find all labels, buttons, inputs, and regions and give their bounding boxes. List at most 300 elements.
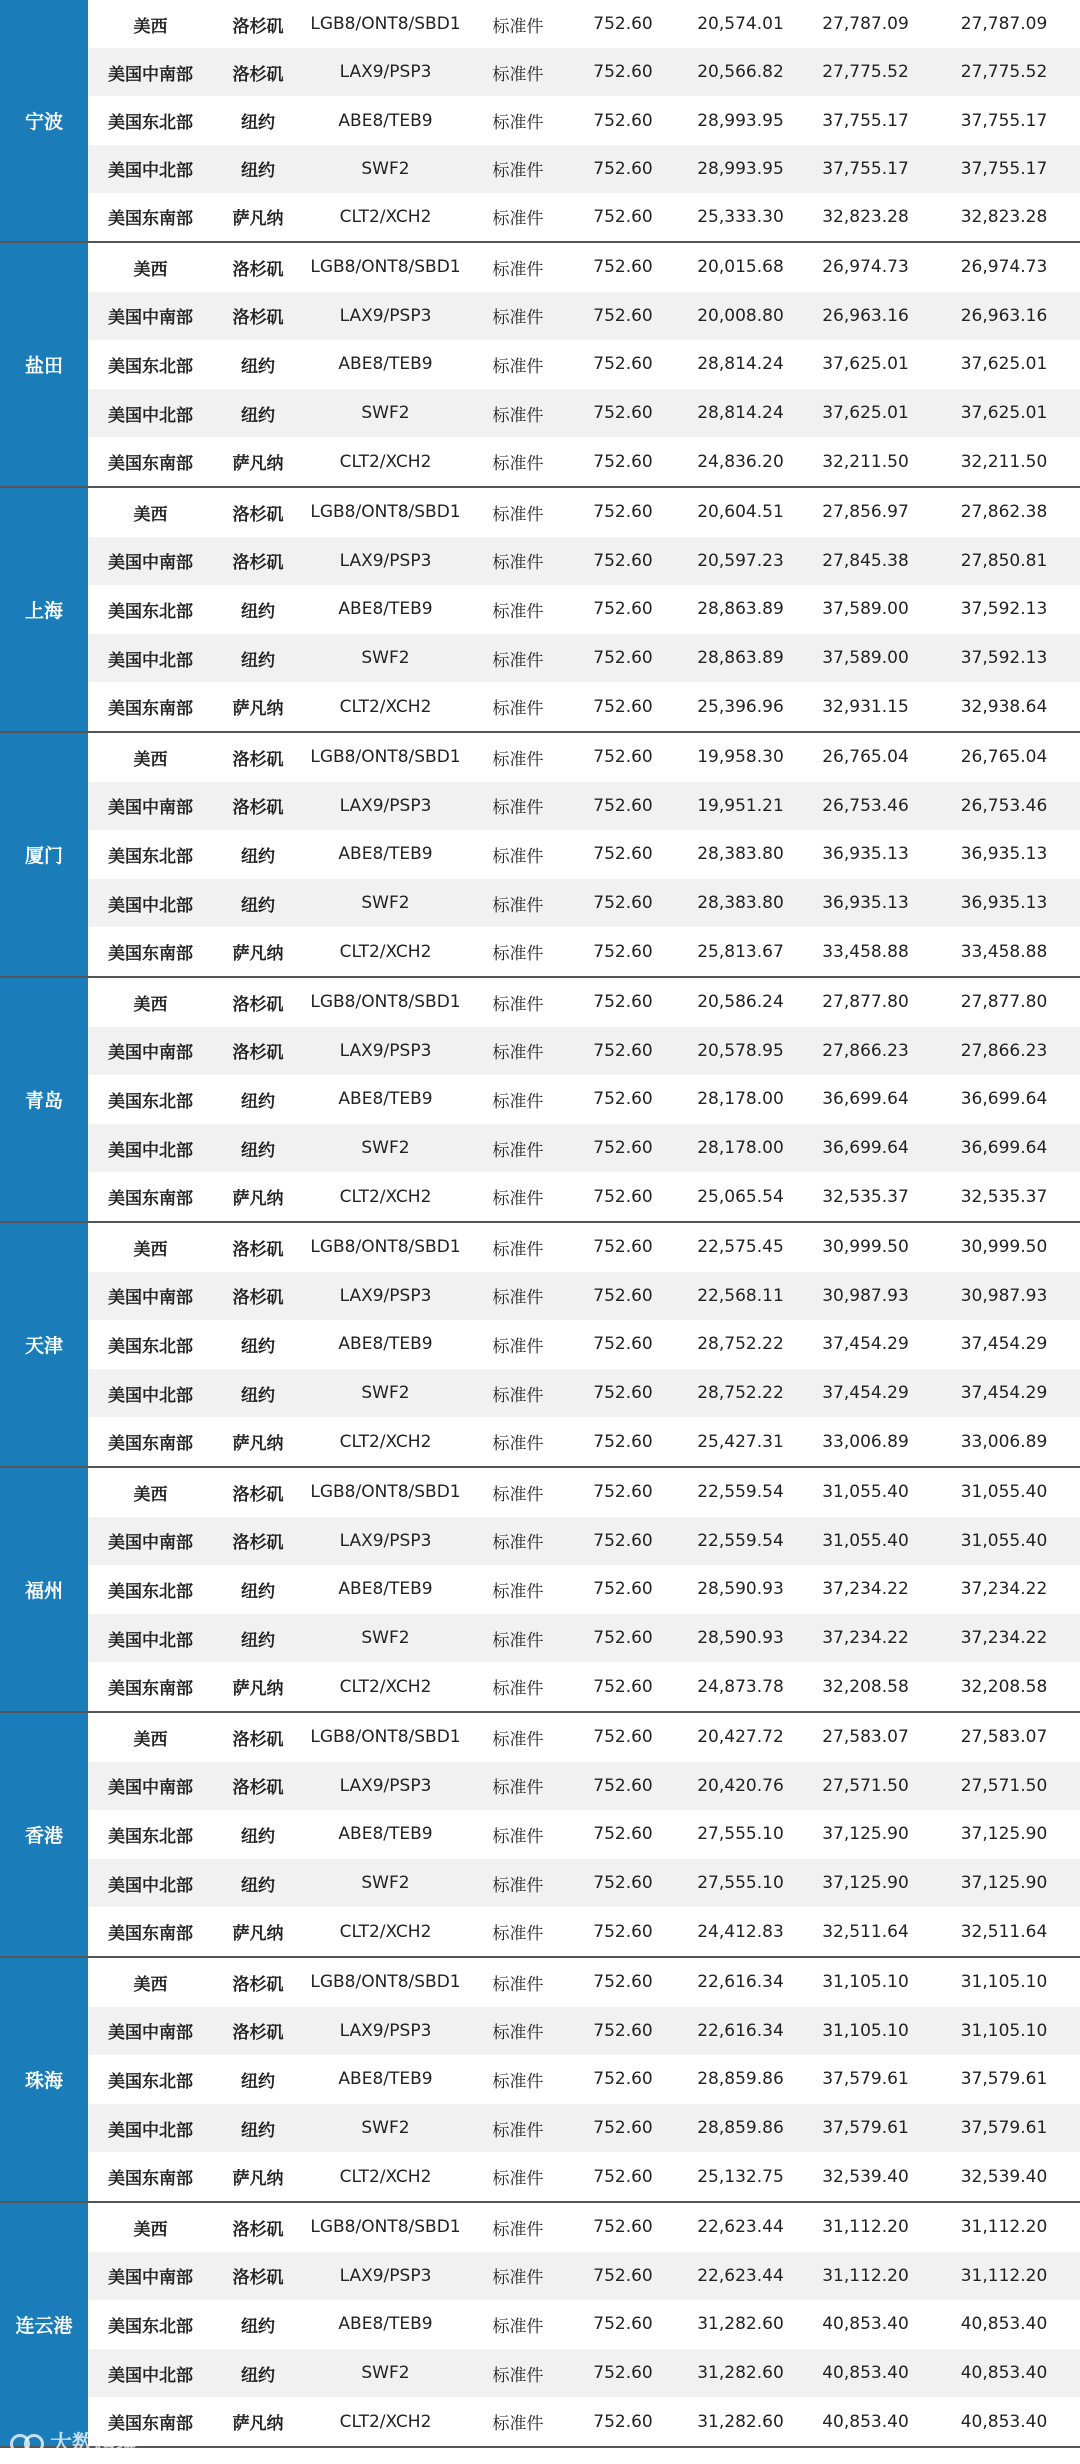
price-a-cell: 20,586.24 (697, 992, 784, 1013)
cargo-type-cell: 标准件 (492, 1140, 544, 1161)
price-a-cell: 22,568.11 (697, 1285, 784, 1306)
table-row (88, 243, 1080, 292)
price-a-cell: 20,008.80 (697, 305, 784, 326)
price-b-cell: 37,589.00 (822, 599, 909, 620)
cargo-type-cell: 标准件 (492, 749, 544, 770)
price-c-cell: 27,850.81 (960, 550, 1048, 571)
table-row (88, 1762, 1080, 1811)
cargo-type-cell: 标准件 (492, 1679, 544, 1700)
dest-city-cell: 洛杉矶 (232, 259, 284, 280)
warehouse-code-cell: CLT2/XCH2 (339, 1921, 432, 1942)
price-b-cell: 32,931.15 (822, 696, 909, 717)
fee-cell: 752.60 (593, 62, 653, 83)
cargo-type-cell: 标准件 (492, 308, 544, 329)
price-c-cell: 26,765.04 (960, 747, 1048, 768)
price-a-cell: 25,132.75 (697, 2166, 784, 2187)
price-c-cell: 27,583.07 (960, 1727, 1048, 1748)
price-b-cell: 37,234.22 (822, 1628, 909, 1649)
fee-cell: 752.60 (593, 1237, 653, 1258)
table-row (88, 2397, 1080, 2446)
warehouse-code-cell: LAX9/PSP3 (339, 550, 432, 571)
price-a-cell: 22,575.45 (697, 1237, 784, 1258)
port-rows (88, 1958, 1080, 2201)
table-row (88, 1417, 1080, 1466)
dest-city-cell: 纽约 (241, 650, 275, 671)
region-cell: 美国中北部 (108, 650, 193, 671)
port-rows (88, 1223, 1080, 1466)
table-row (88, 682, 1080, 731)
warehouse-code-cell: SWF2 (361, 1383, 410, 1404)
port-group (0, 2203, 1080, 2448)
fee-cell: 752.60 (593, 844, 653, 865)
table-row (88, 1662, 1080, 1711)
price-c-cell: 33,458.88 (960, 941, 1048, 962)
table-row (88, 1907, 1080, 1956)
warehouse-code-cell: ABE8/TEB9 (338, 2069, 433, 2090)
fee-cell: 752.60 (593, 648, 653, 669)
cargo-type-cell: 标准件 (492, 1043, 544, 1064)
region-cell: 美国东北部 (108, 1826, 193, 1847)
price-b-cell: 30,987.93 (822, 1285, 909, 1306)
region-cell: 美国中南部 (108, 2023, 193, 2044)
price-a-cell: 28,590.93 (697, 1579, 784, 1600)
cargo-type-cell: 标准件 (492, 1875, 544, 1896)
region-cell: 美国东南部 (108, 1189, 193, 1210)
price-a-cell: 22,623.44 (697, 2217, 784, 2238)
price-b-cell: 32,208.58 (822, 1676, 909, 1697)
cargo-type-cell: 标准件 (492, 650, 544, 671)
price-c-cell: 37,454.29 (960, 1334, 1048, 1355)
dest-city-cell: 洛杉矶 (232, 308, 284, 329)
cargo-type-cell: 标准件 (492, 2071, 544, 2092)
dest-city-cell: 纽约 (241, 2120, 275, 2141)
price-c-cell: 32,938.64 (960, 696, 1048, 717)
table-row (88, 389, 1080, 438)
warehouse-code-cell: LGB8/ONT8/SBD1 (310, 1727, 461, 1748)
origin-port-label: 天津 (0, 1223, 88, 1466)
cargo-type-cell: 标准件 (492, 699, 544, 720)
warehouse-code-cell: LGB8/ONT8/SBD1 (310, 14, 461, 35)
dest-city-cell: 纽约 (241, 2071, 275, 2092)
warehouse-code-cell: SWF2 (361, 2363, 410, 2384)
dest-city-cell: 纽约 (241, 1091, 275, 1112)
price-b-cell: 37,579.61 (822, 2069, 909, 2090)
price-c-cell: 31,105.10 (960, 2020, 1048, 2041)
price-a-cell: 24,873.78 (697, 1676, 784, 1697)
fee-cell: 752.60 (593, 795, 653, 816)
region-cell: 美国东北部 (108, 1581, 193, 1602)
dest-city-cell: 纽约 (241, 161, 275, 182)
warehouse-code-cell: ABE8/TEB9 (338, 1089, 433, 1110)
price-b-cell: 33,006.89 (822, 1431, 909, 1452)
fee-cell: 752.60 (593, 1285, 653, 1306)
table-row (88, 1124, 1080, 1173)
warehouse-code-cell: ABE8/TEB9 (338, 354, 433, 375)
fee-cell: 752.60 (593, 110, 653, 131)
warehouse-code-cell: SWF2 (361, 1628, 410, 1649)
warehouse-code-cell: LGB8/ONT8/SBD1 (310, 747, 461, 768)
fee-cell: 752.60 (593, 1186, 653, 1207)
table-row (88, 0, 1080, 48)
price-c-cell: 36,699.64 (960, 1089, 1048, 1110)
price-c-cell: 37,755.17 (960, 158, 1048, 179)
fee-cell: 752.60 (593, 1530, 653, 1551)
price-a-cell: 31,282.60 (697, 2411, 784, 2432)
price-c-cell: 36,699.64 (960, 1138, 1048, 1159)
port-group (0, 243, 1080, 488)
warehouse-code-cell: CLT2/XCH2 (339, 1186, 432, 1207)
region-cell: 美国中北部 (108, 1630, 193, 1651)
dest-city-cell: 洛杉矶 (232, 2219, 284, 2240)
table-row (88, 585, 1080, 634)
table-row (88, 1320, 1080, 1369)
dest-city-cell: 纽约 (241, 846, 275, 867)
fee-cell: 752.60 (593, 1334, 653, 1355)
warehouse-code-cell: LGB8/ONT8/SBD1 (310, 1482, 461, 1503)
dest-city-cell: 纽约 (241, 1336, 275, 1357)
price-b-cell: 32,535.37 (822, 1186, 909, 1207)
price-a-cell: 31,282.60 (697, 2314, 784, 2335)
region-cell: 美西 (133, 749, 168, 770)
price-a-cell: 27,555.10 (697, 1824, 784, 1845)
price-b-cell: 27,787.09 (822, 14, 909, 35)
fee-cell: 752.60 (593, 1873, 653, 1894)
price-a-cell: 20,574.01 (697, 14, 784, 35)
price-a-cell: 28,752.22 (697, 1383, 784, 1404)
price-b-cell: 31,055.40 (822, 1482, 909, 1503)
price-b-cell: 37,454.29 (822, 1383, 909, 1404)
price-c-cell: 31,105.10 (960, 1972, 1048, 1993)
region-cell: 美国中北部 (108, 1140, 193, 1161)
dest-city-cell: 洛杉矶 (232, 1484, 284, 1505)
price-b-cell: 31,105.10 (822, 1972, 909, 1993)
region-cell: 美西 (133, 16, 168, 37)
cargo-type-cell: 标准件 (492, 1484, 544, 1505)
region-cell: 美西 (133, 259, 168, 280)
port-rows (88, 733, 1080, 976)
price-b-cell: 37,589.00 (822, 648, 909, 669)
dest-city-cell: 纽约 (241, 1875, 275, 1896)
warehouse-code-cell: SWF2 (361, 648, 410, 669)
price-b-cell: 37,755.17 (822, 110, 909, 131)
cargo-type-cell: 标准件 (492, 1239, 544, 1260)
price-b-cell: 32,823.28 (822, 206, 909, 227)
fee-cell: 752.60 (593, 2166, 653, 2187)
table-row (88, 437, 1080, 486)
region-cell: 美国东北部 (108, 1091, 193, 1112)
region-cell: 美国中南部 (108, 1778, 193, 1799)
cargo-type-cell: 标准件 (492, 1189, 544, 1210)
port-rows (88, 978, 1080, 1221)
warehouse-code-cell: CLT2/XCH2 (339, 451, 432, 472)
dest-city-cell: 纽约 (241, 2316, 275, 2337)
dest-city-cell: 纽约 (241, 2365, 275, 2386)
port-group (0, 978, 1080, 1223)
price-a-cell: 25,333.30 (697, 206, 784, 227)
table-row (88, 1614, 1080, 1663)
price-a-cell: 20,420.76 (697, 1775, 784, 1796)
price-b-cell: 27,866.23 (822, 1040, 909, 1061)
dest-city-cell: 萨凡纳 (232, 2414, 284, 2435)
cargo-type-cell: 标准件 (492, 994, 544, 1015)
table-row (88, 733, 1080, 782)
price-a-cell: 24,412.83 (697, 1921, 784, 1942)
price-a-cell: 28,383.80 (697, 844, 784, 865)
dest-city-cell: 洛杉矶 (232, 1533, 284, 1554)
region-cell: 美国东南部 (108, 209, 193, 230)
price-a-cell: 28,383.80 (697, 893, 784, 914)
warehouse-code-cell: LAX9/PSP3 (339, 1530, 432, 1551)
watermark (10, 2427, 138, 2458)
table-row (88, 1565, 1080, 1614)
price-c-cell: 27,862.38 (960, 502, 1048, 523)
price-a-cell: 28,814.24 (697, 403, 784, 424)
warehouse-code-cell: CLT2/XCH2 (339, 696, 432, 717)
origin-port-label: 青岛 (0, 978, 88, 1221)
dest-city-cell: 纽约 (241, 1140, 275, 1161)
price-c-cell: 37,579.61 (960, 2118, 1048, 2139)
port-group (0, 733, 1080, 978)
table-row (88, 1027, 1080, 1076)
cargo-type-cell: 标准件 (492, 846, 544, 867)
price-a-cell: 31,282.60 (697, 2363, 784, 2384)
region-cell: 美西 (133, 1239, 168, 1260)
fee-cell: 752.60 (593, 1972, 653, 1993)
dest-city-cell: 洛杉矶 (232, 1239, 284, 1260)
price-c-cell: 30,999.50 (960, 1237, 1048, 1258)
table-row (88, 2252, 1080, 2301)
table-row (88, 1075, 1080, 1124)
region-cell: 美国中南部 (108, 1288, 193, 1309)
fee-cell: 752.60 (593, 1431, 653, 1452)
price-a-cell: 22,616.34 (697, 1972, 784, 1993)
table-row (88, 2055, 1080, 2104)
region-cell: 美国中北部 (108, 405, 193, 426)
cargo-type-cell: 标准件 (492, 209, 544, 230)
dest-city-cell: 纽约 (241, 356, 275, 377)
origin-port-label: 连云港 (0, 2203, 88, 2446)
cargo-type-cell: 标准件 (492, 1974, 544, 1995)
region-cell: 美国东北部 (108, 1336, 193, 1357)
fee-cell: 752.60 (593, 992, 653, 1013)
table-row (88, 1517, 1080, 1566)
price-c-cell: 37,125.90 (960, 1824, 1048, 1845)
table-row (88, 145, 1080, 193)
price-c-cell: 37,625.01 (960, 354, 1048, 375)
region-cell: 美西 (133, 994, 168, 1015)
price-a-cell: 28,590.93 (697, 1628, 784, 1649)
price-a-cell: 22,559.54 (697, 1530, 784, 1551)
price-c-cell: 32,511.64 (960, 1921, 1048, 1942)
warehouse-code-cell: LGB8/ONT8/SBD1 (310, 257, 461, 278)
fee-cell: 752.60 (593, 1089, 653, 1110)
dest-city-cell: 洛杉矶 (232, 2268, 284, 2289)
warehouse-code-cell: CLT2/XCH2 (339, 206, 432, 227)
table-row (88, 634, 1080, 683)
fee-cell: 752.60 (593, 305, 653, 326)
watermark-text: 大数跨境 (50, 2432, 139, 2457)
warehouse-code-cell: CLT2/XCH2 (339, 1431, 432, 1452)
price-b-cell: 26,753.46 (822, 795, 909, 816)
port-group (0, 0, 1080, 243)
price-a-cell: 28,863.89 (697, 648, 784, 669)
price-c-cell: 27,877.80 (960, 992, 1048, 1013)
price-c-cell: 30,987.93 (960, 1285, 1048, 1306)
origin-port-label: 珠海 (0, 1958, 88, 2201)
dest-city-cell: 洛杉矶 (232, 1778, 284, 1799)
price-b-cell: 27,775.52 (822, 62, 909, 83)
dest-city-cell: 萨凡纳 (232, 699, 284, 720)
price-c-cell: 33,006.89 (960, 1431, 1048, 1452)
price-b-cell: 26,974.73 (822, 257, 909, 278)
price-a-cell: 28,178.00 (697, 1138, 784, 1159)
price-c-cell: 31,055.40 (960, 1530, 1048, 1551)
fee-cell: 752.60 (593, 1775, 653, 1796)
price-b-cell: 31,105.10 (822, 2020, 909, 2041)
fee-cell: 752.60 (593, 2411, 653, 2432)
fee-cell: 752.60 (593, 354, 653, 375)
cargo-type-cell: 标准件 (492, 798, 544, 819)
fee-cell: 752.60 (593, 158, 653, 179)
table-row (88, 782, 1080, 831)
region-cell: 美国中南部 (108, 1533, 193, 1554)
region-cell: 美国东北部 (108, 846, 193, 867)
warehouse-code-cell: LGB8/ONT8/SBD1 (310, 992, 461, 1013)
warehouse-code-cell: LGB8/ONT8/SBD1 (310, 1972, 461, 1993)
warehouse-code-cell: LGB8/ONT8/SBD1 (310, 1237, 461, 1258)
price-c-cell: 32,539.40 (960, 2166, 1048, 2187)
price-c-cell: 26,753.46 (960, 795, 1048, 816)
fee-cell: 752.60 (593, 1824, 653, 1845)
price-b-cell: 26,963.16 (822, 305, 909, 326)
warehouse-code-cell: SWF2 (361, 2118, 410, 2139)
price-c-cell: 27,775.52 (960, 62, 1048, 83)
origin-port-label: 厦门 (0, 733, 88, 976)
fee-cell: 752.60 (593, 1482, 653, 1503)
cargo-type-cell: 标准件 (492, 1778, 544, 1799)
region-cell: 美国中南部 (108, 2268, 193, 2289)
price-b-cell: 26,765.04 (822, 747, 909, 768)
dest-city-cell: 纽约 (241, 113, 275, 133)
price-a-cell: 28,814.24 (697, 354, 784, 375)
cargo-type-cell: 标准件 (492, 2120, 544, 2141)
table-row (88, 2007, 1080, 2056)
price-b-cell: 27,571.50 (822, 1775, 909, 1796)
price-b-cell: 40,853.40 (822, 2363, 909, 2384)
region-cell: 美国东北部 (108, 2071, 193, 2092)
price-b-cell: 36,699.64 (822, 1089, 909, 1110)
fee-cell: 752.60 (593, 1628, 653, 1649)
table-row (88, 48, 1080, 96)
table-row (88, 2203, 1080, 2252)
dest-city-cell: 萨凡纳 (232, 1189, 284, 1210)
price-a-cell: 28,993.95 (697, 110, 784, 131)
warehouse-code-cell: LAX9/PSP3 (339, 795, 432, 816)
price-b-cell: 36,935.13 (822, 844, 909, 865)
fee-cell: 752.60 (593, 1676, 653, 1697)
price-b-cell: 37,579.61 (822, 2118, 909, 2139)
cargo-type-cell: 标准件 (492, 2023, 544, 2044)
table-row (88, 2104, 1080, 2153)
dest-city-cell: 洛杉矶 (232, 1043, 284, 1064)
cargo-type-cell: 标准件 (492, 944, 544, 965)
price-b-cell: 37,454.29 (822, 1334, 909, 1355)
price-a-cell: 20,015.68 (697, 257, 784, 278)
warehouse-code-cell: ABE8/TEB9 (338, 844, 433, 865)
warehouse-code-cell: LGB8/ONT8/SBD1 (310, 2217, 461, 2238)
region-cell: 美国中北部 (108, 161, 193, 182)
cargo-type-cell: 标准件 (492, 1288, 544, 1309)
fee-cell: 752.60 (593, 599, 653, 620)
region-cell: 美国东南部 (108, 2414, 193, 2435)
table-row (88, 1859, 1080, 1908)
origin-port-label: 宁波 (0, 0, 88, 241)
fee-cell: 752.60 (593, 1138, 653, 1159)
price-c-cell: 36,935.13 (960, 893, 1048, 914)
table-row (88, 830, 1080, 879)
warehouse-code-cell: CLT2/XCH2 (339, 1676, 432, 1697)
port-group (0, 488, 1080, 733)
price-a-cell: 28,859.86 (697, 2069, 784, 2090)
dest-city-cell: 萨凡纳 (232, 2169, 284, 2190)
warehouse-code-cell: CLT2/XCH2 (339, 941, 432, 962)
warehouse-code-cell: ABE8/TEB9 (338, 1334, 433, 1355)
region-cell: 美国中北部 (108, 1385, 193, 1406)
region-cell: 美国东南部 (108, 699, 193, 720)
fee-cell: 752.60 (593, 2020, 653, 2041)
dest-city-cell: 萨凡纳 (232, 1434, 284, 1455)
region-cell: 美国东南部 (108, 944, 193, 965)
price-c-cell: 32,208.58 (960, 1676, 1048, 1697)
table-row (88, 488, 1080, 537)
table-row (88, 1958, 1080, 2007)
price-b-cell: 40,853.40 (822, 2314, 909, 2335)
cargo-type-cell: 标准件 (492, 356, 544, 377)
cargo-type-cell: 标准件 (492, 454, 544, 475)
price-a-cell: 22,623.44 (697, 2265, 784, 2286)
fee-cell: 752.60 (593, 2363, 653, 2384)
price-c-cell: 32,535.37 (960, 1186, 1048, 1207)
port-group (0, 1468, 1080, 1713)
fee-cell: 752.60 (593, 257, 653, 278)
dest-city-cell: 洛杉矶 (232, 1974, 284, 1995)
cargo-type-cell: 标准件 (492, 1924, 544, 1945)
cargo-type-cell: 标准件 (492, 161, 544, 182)
price-a-cell: 25,813.67 (697, 941, 784, 962)
cargo-type-cell: 标准件 (492, 553, 544, 574)
fee-cell: 752.60 (593, 550, 653, 571)
price-c-cell: 31,055.40 (960, 1482, 1048, 1503)
port-group (0, 1713, 1080, 1958)
fee-cell: 752.60 (593, 696, 653, 717)
port-rows (88, 243, 1080, 486)
price-a-cell: 25,427.31 (697, 1431, 784, 1452)
cargo-type-cell: 标准件 (492, 1533, 544, 1554)
price-b-cell: 32,511.64 (822, 1921, 909, 1942)
table-row (88, 879, 1080, 928)
region-cell: 美国东南部 (108, 1434, 193, 1455)
region-cell: 美国中北部 (108, 2120, 193, 2141)
price-a-cell: 28,859.86 (697, 2118, 784, 2139)
region-cell: 美国东南部 (108, 1679, 193, 1700)
warehouse-code-cell: LAX9/PSP3 (339, 305, 432, 326)
dest-city-cell: 洛杉矶 (232, 553, 284, 574)
cargo-type-cell: 标准件 (492, 64, 544, 85)
cargo-type-cell: 标准件 (492, 2169, 544, 2190)
dest-city-cell: 洛杉矶 (232, 749, 284, 770)
table-row (88, 1713, 1080, 1762)
table-row (88, 2349, 1080, 2398)
